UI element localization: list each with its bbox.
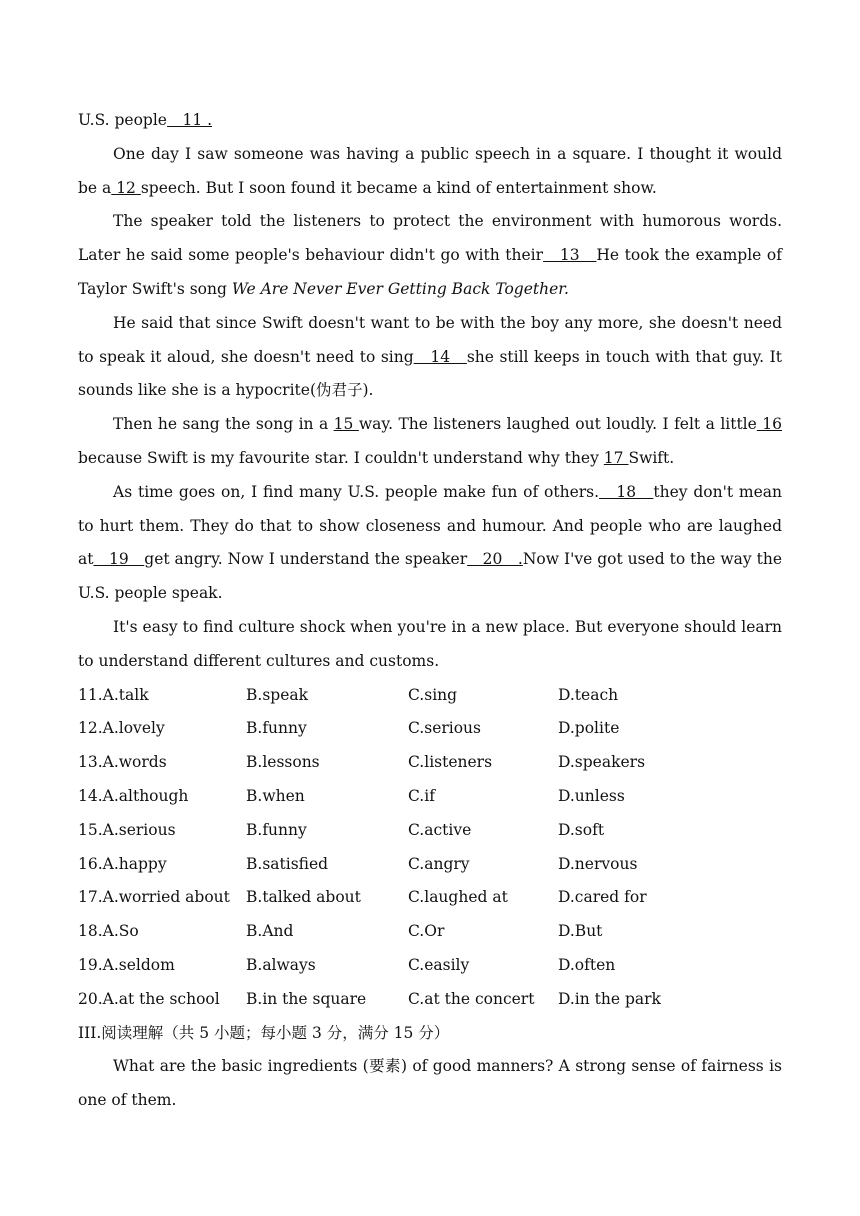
blank-19: 19 [93,550,145,569]
option-a: 14.A.although [78,786,189,805]
option-row-12 [78,712,782,746]
option-row-15 [78,814,782,848]
option-b: B.funny [246,719,307,738]
blank-14: 14 [413,347,467,366]
blank-11: 11 . [166,111,213,129]
paragraph-3: He said that since Swift doesn't want to be with the boy any more, she doesn't need to speak it aloud, she doesn't need to sing 14 she still keeps in touch with that guy. It sounds like she is a hypocrite(伪君子). [78,313,782,400]
option-c: C.serious [408,719,481,738]
option-b: B.satisfied [246,854,329,873]
option-c: C.Or [408,922,445,941]
option-d: D.often [558,955,616,974]
option-a: 15.A.serious [78,820,176,839]
option-d: D.But [558,922,603,941]
song-title: We Are Never Ever Getting Back Together. [231,279,569,298]
option-b: B.when [246,786,305,805]
option-b: B.funny [246,820,307,839]
option-b: B.speak [246,685,308,704]
section-heading: III.阅读理解（共 5 小题；每小题 3 分，满分 15 分） [78,1023,450,1042]
paragraph-5: As time goes on, I find many U.S. people make fun of others. 18 they don't mean to hurt them. They do that to show closeness and humour. And people who are laughed at 19 get angry. Now I understand the speaker 20 .Now I've got used to the way the U.S. people speak. [78,482,782,603]
option-c: C.at the concert [408,989,535,1008]
option-a: 11.A.talk [78,685,149,704]
blank-13: 13 [543,246,597,265]
option-b: B.in the square [246,989,367,1008]
blank-12: 12 [111,178,141,197]
option-b: B.always [246,955,316,974]
option-a: 20.A.at the school [78,989,220,1008]
paragraph-6: It's easy to find culture shock when you're in a new place. But everyone should learn to understand different cultures and customs. [78,617,782,670]
options-list [78,679,782,1017]
option-c: C.active [408,820,472,839]
option-c: C.easily [408,955,470,974]
blank-20: 20 . [467,550,523,569]
document-page [78,104,782,1118]
option-row-14 [78,780,782,814]
option-row-19 [78,949,782,983]
option-a: 19.A.seldom [78,955,175,974]
option-a: 18.A.So [78,922,139,941]
paragraph-4: Then he sang the song in a 15 way. The listeners laughed out loudly. I felt a little 16 because Swift is my favourite star. I couldn't understand why they 17 Swift. [78,415,783,467]
passage-line-start [78,104,782,138]
option-d: D.nervous [558,854,638,873]
blank-17: 17 [603,448,629,467]
option-b: B.And [246,922,294,941]
paragraph-2: The speaker told the listeners to protect the environment with humorous words. Later he said some people's behaviour didn't go with their 13 He took the example of Taylor Swift's song We Are Never Ever Getting Back Together. [78,212,782,298]
option-c: C.laughed at [408,888,508,907]
option-row-17 [78,881,782,915]
option-d: D.speakers [558,753,646,772]
option-c: C.if [408,786,435,805]
option-d: D.unless [558,786,625,805]
option-c: C.angry [408,854,470,873]
option-d: D.cared for [558,888,647,907]
option-row-18 [78,915,782,949]
option-d: D.in the park [558,989,661,1008]
option-b: B.lessons [246,753,320,772]
option-d: D.polite [558,719,620,738]
option-row-16 [78,848,782,882]
option-row-20 [78,983,782,1017]
option-c: C.sing [408,685,458,704]
option-d: D.teach [558,685,619,704]
blank-15: 15 [333,415,359,434]
option-a: 17.A.worried about [78,888,230,907]
option-row-13 [78,746,782,780]
text-fragment: U.S. people [78,111,167,129]
option-a: 13.A.words [78,753,167,772]
option-a: 16.A.happy [78,854,167,873]
section3-paragraph-1: What are the basic ingredients (要素) of good manners? A strong sense of fairness is one of them. [78,1057,782,1110]
option-row-11 [78,679,782,713]
option-a: 12.A.lovely [78,719,165,738]
option-b: B.talked about [246,888,361,907]
option-c: C.listeners [408,753,493,772]
paragraph-1: One day I saw someone was having a public speech in a square. I thought it would be a 12 speech. But I soon found it became a kind of entertainment show. [78,144,782,197]
option-d: D.soft [558,820,605,839]
blank-16: 16 [756,415,783,434]
blank-18: 18 [599,482,654,501]
